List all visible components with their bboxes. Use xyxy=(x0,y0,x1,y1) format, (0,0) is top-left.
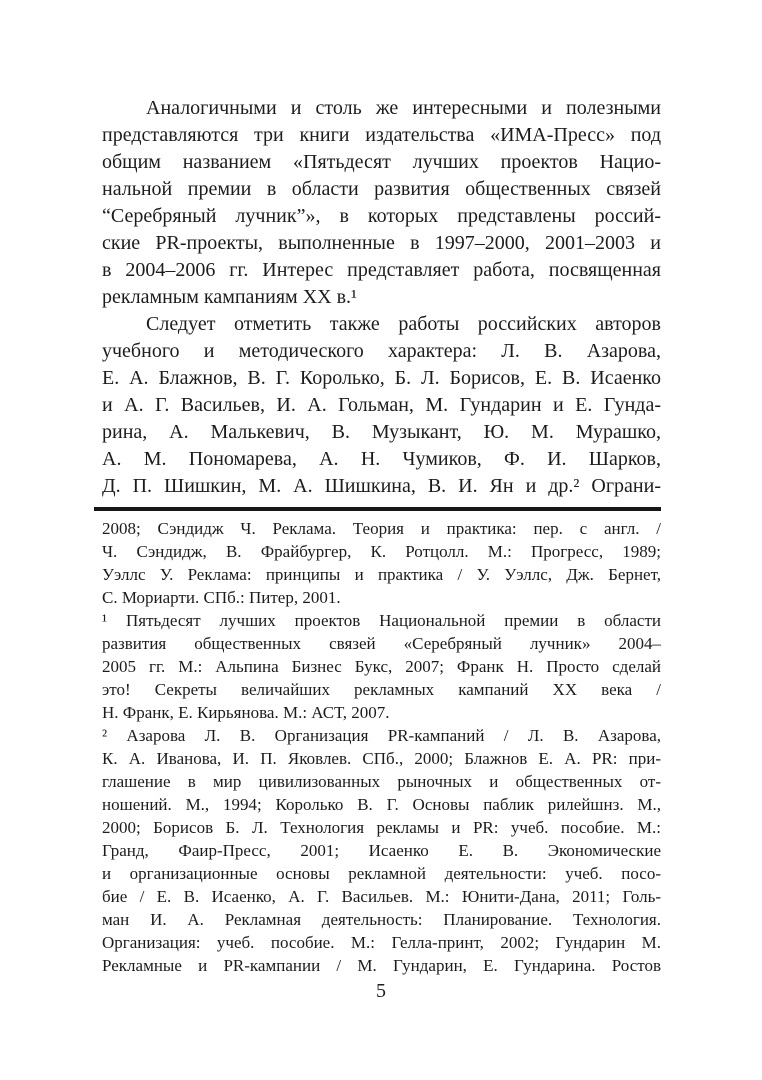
text-line: Ч. Сэндидж, В. Фрайбургер, К. Ротцолл. М.: Прогресс, 1989; xyxy=(102,542,661,561)
text-line: Д. П. Шишкин, М. А. Шишкина, В. И. Ян и др.² Ограни- xyxy=(102,475,661,497)
text-line: развития общественных связей «Серебряный лучник» 2004– xyxy=(102,634,661,653)
text-line: рекламным кампаниям XX в.¹ xyxy=(102,286,358,308)
text-line: ношений. М., 1994; Королько В. Г. Основы паблик рилейшнз. М., xyxy=(102,795,661,814)
text-line: глашение в мир цивилизованных рыночных и общественных от- xyxy=(102,772,661,791)
text-line: 2000; Борисов Б. Л. Технология рекламы и PR: учеб. пособие. М.: xyxy=(102,818,661,837)
text-line: Е. А. Блажнов, В. Г. Королько, Б. Л. Борисов, Е. В. Исаенко xyxy=(102,367,661,389)
text-line: Организация: учеб. пособие. М.: Гелла-принт, 2002; Гундарин М. xyxy=(102,933,661,952)
paragraph-1 xyxy=(102,95,661,311)
body-text xyxy=(102,95,661,500)
text-line: представляются три книги издательства «ИМА-Пресс» под xyxy=(102,124,661,146)
text-line: рина, А. Малькевич, В. Музыкант, Ю. М. Мурашко, xyxy=(102,421,661,443)
text-line: и А. Г. Васильев, И. А. Гольман, М. Гундарин и Е. Гунда- xyxy=(102,394,661,416)
text-line: А. М. Пономарева, А. Н. Чумиков, Ф. И. Шарков, xyxy=(102,448,661,470)
text-line: в 2004–2006 гг. Интерес представляет работа, посвященная xyxy=(102,259,661,281)
text-line: ² Азарова Л. В. Организация PR-кампаний / Л. В. Азарова, xyxy=(102,726,661,745)
text-line: и организационные основы рекламной деятельности: учеб. посо- xyxy=(102,864,661,883)
text-line: 2008; Сэндидж Ч. Реклама. Теория и практика: пер. с англ. / xyxy=(102,519,661,538)
footnote-1 xyxy=(102,609,661,724)
text-line: бие / Е. В. Исаенко, А. Г. Васильев. М.: Юнити-Дана, 2011; Голь- xyxy=(102,887,661,906)
text-line: Гранд, Фаир-Пресс, 2001; Исаенко Е. В. Экономические xyxy=(102,841,661,860)
text-line: общим названием «Пятьдесят лучших проектов Нацио- xyxy=(102,151,661,173)
text-line: “Серебряный лучник”», в которых представлены россий- xyxy=(102,205,661,227)
text-line: ские PR-проекты, выполненные в 1997–2000, 2001–2003 и xyxy=(102,232,661,254)
text-line: ман И. А. Рекламная деятельность: Планирование. Технология. xyxy=(102,910,661,929)
page-number: 5 xyxy=(376,980,386,1002)
footnote-continuation xyxy=(102,517,661,609)
text-line: К. А. Иванова, И. П. Яковлев. СПб., 2000; Блажнов Е. А. PR: при- xyxy=(102,749,661,768)
text-line: это! Секреты величайших рекламных кампаний XX века / xyxy=(102,680,661,699)
text-line: Уэллс У. Реклама: принципы и практика / У. Уэллс, Дж. Бернет, xyxy=(102,565,661,584)
text-line: учебного и методического характера: Л. В. Азарова, xyxy=(102,340,661,362)
text-line: ¹ Пятьдесят лучших проектов Национальной премии в области xyxy=(102,611,661,630)
text-line: 2005 гг. М.: Альпина Бизнес Букс, 2007; Франк Н. Просто сделай xyxy=(102,657,661,676)
paragraph-2 xyxy=(102,311,661,500)
text-line: Следует отметить также работы российских авторов xyxy=(146,313,661,335)
footnote-2 xyxy=(102,724,661,977)
text-line: нальной премии в области развития общественных связей xyxy=(102,178,661,200)
footnotes-section xyxy=(102,517,661,977)
footnote-separator-rule xyxy=(94,507,661,511)
text-line: Аналогичными и столь же интересными и полезными xyxy=(146,97,661,119)
text-line: Рекламные и PR-кампании / М. Гундарин, Е. Гундарина. Ростов xyxy=(102,956,661,975)
text-line: Н. Франк, Е. Кирьянова. М.: АСТ, 2007. xyxy=(102,703,390,722)
text-line: С. Мориарти. СПб.: Питер, 2001. xyxy=(102,588,341,607)
